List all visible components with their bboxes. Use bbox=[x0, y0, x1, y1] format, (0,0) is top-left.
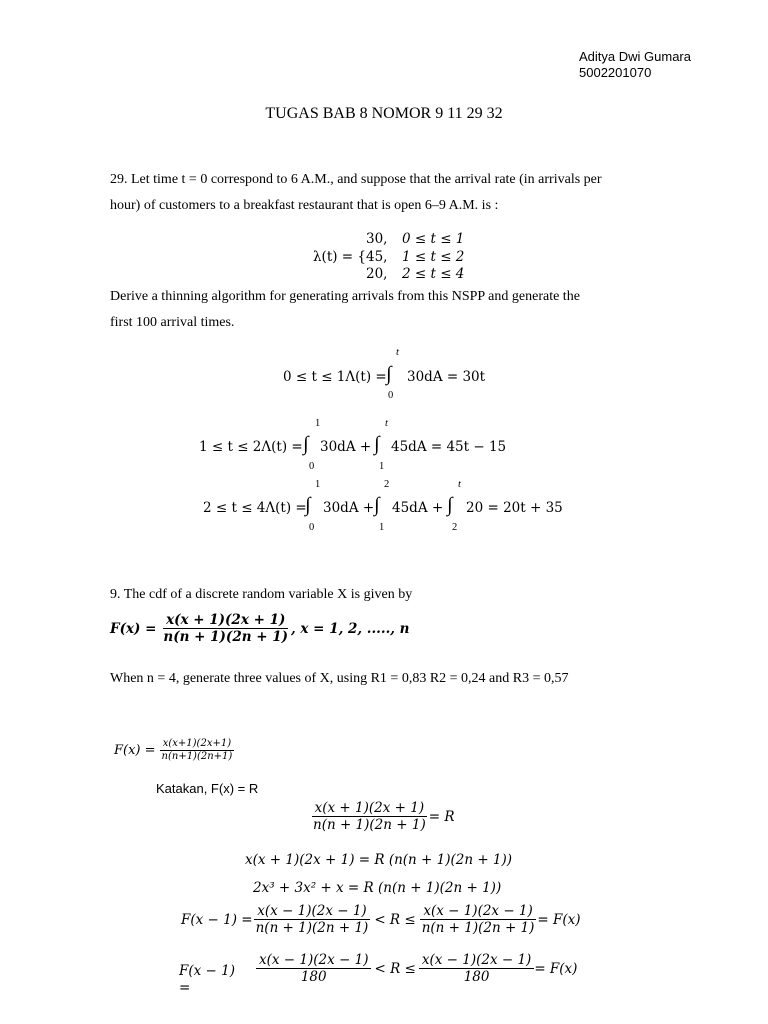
piecewise-cond-1: 0 ≤ t ≤ 1 bbox=[402, 231, 465, 247]
small-cdf-formula bbox=[114, 738, 235, 763]
katakan-line: Katakan, F(x) = R bbox=[156, 781, 259, 796]
eq3-int3-upper: t bbox=[458, 479, 461, 490]
eq-e-fraction-1 bbox=[256, 952, 371, 985]
author-name: Aditya Dwi Gumara bbox=[579, 49, 691, 64]
integral-sign: ∫ bbox=[386, 363, 392, 385]
eq-e-lhs: F(x − 1) bbox=[179, 963, 235, 979]
eq-a-fraction bbox=[310, 800, 429, 833]
eq-d-numerator-1: x(x − 1)(2x − 1) bbox=[254, 903, 369, 920]
eq-d-mid: < R ≤ bbox=[374, 911, 416, 928]
eq-d-denominator-1: n(n + 1)(2n + 1) bbox=[255, 920, 369, 937]
eq2-int1-lower: 0 bbox=[309, 461, 315, 472]
cdf-fraction bbox=[160, 612, 291, 645]
eq3-int1-upper: 1 bbox=[315, 479, 321, 490]
q29-line2: hour) of customers to a breakfast restaurant that is open 6–9 A.M. is : bbox=[110, 198, 499, 213]
cdf-tail: , x = 1, 2, ....., n bbox=[291, 620, 410, 637]
eq3-int2-body: 45dA + bbox=[392, 500, 444, 516]
eq-d-fraction-1 bbox=[253, 903, 372, 936]
page-title: TUGAS BAB 8 NOMOR 9 11 29 32 bbox=[265, 105, 503, 122]
eq1-lower: 0 bbox=[388, 390, 394, 401]
eq-d bbox=[181, 903, 581, 936]
eq-a bbox=[310, 800, 455, 833]
q29-line1: 29. Let time t = 0 correspond to 6 A.M., and suppose that the arrival rate (in arrivals per bbox=[110, 172, 602, 187]
piecewise-cond-2: 1 ≤ t ≤ 2 bbox=[402, 249, 465, 265]
eq-c: 2x³ + 3x² + x = R (n(n + 1)(2n + 1)) bbox=[253, 880, 502, 896]
eq-e-rhs: = F(x) bbox=[534, 960, 578, 977]
q9-line2: When n = 4, generate three values of X, using R1 = 0,83 R2 = 0,24 and R3 = 0,57 bbox=[110, 671, 569, 686]
eq-b: x(x + 1)(2x + 1) = R (n(n + 1)(2n + 1)) bbox=[245, 852, 513, 868]
cdf-lhs: F(x) = bbox=[110, 620, 157, 637]
integral-sign: ∫ bbox=[374, 494, 380, 516]
eq3-int3-body: 20 = 20t + 35 bbox=[466, 500, 563, 516]
cdf-denominator: n(n + 1)(2n + 1) bbox=[163, 629, 289, 646]
eq2-int2-lower: 1 bbox=[379, 461, 385, 472]
integral-sign: ∫ bbox=[303, 433, 309, 455]
eq-d-rhs: = F(x) bbox=[537, 911, 581, 928]
eq-e-mid: < R ≤ bbox=[374, 960, 416, 977]
eq-a-rhs: = R bbox=[428, 808, 455, 825]
eq3-int2-upper: 2 bbox=[384, 479, 390, 490]
author-block bbox=[579, 49, 691, 81]
eq2-int1-body: 30dA + bbox=[320, 439, 372, 455]
eq-e-denominator-1: 180 bbox=[300, 969, 327, 986]
eq-d-denominator-2: n(n + 1)(2n + 1) bbox=[421, 920, 535, 937]
eq-e-numerator-1: x(x − 1)(2x − 1) bbox=[256, 952, 371, 969]
eq3-int1-body: 30dA + bbox=[323, 500, 375, 516]
piecewise-val-2: 45, bbox=[366, 249, 388, 265]
eq-a-denominator: n(n + 1)(2n + 1) bbox=[313, 817, 426, 834]
eq-a-numerator: x(x + 1)(2x + 1) bbox=[312, 800, 427, 817]
eq-d-lhs: F(x − 1) = bbox=[181, 911, 253, 928]
small-eq-numerator: x(x+1)(2x+1) bbox=[160, 738, 234, 751]
eq3-int3-lower: 2 bbox=[452, 522, 458, 533]
integral-sign: ∫ bbox=[447, 494, 453, 516]
eq3-cond: 2 ≤ t ≤ 4Λ(t) = bbox=[203, 500, 307, 516]
piecewise-cond-3: 2 ≤ t ≤ 4 bbox=[402, 266, 465, 282]
eq-d-fraction-2 bbox=[419, 903, 538, 936]
integral-sign: ∫ bbox=[305, 494, 311, 516]
small-eq-lhs: F(x) = bbox=[114, 743, 156, 758]
eq1-upper: t bbox=[396, 347, 399, 358]
eq2-int2-body: 45dA = 45t − 15 bbox=[391, 439, 507, 455]
integral-sign: ∫ bbox=[374, 433, 380, 455]
piecewise-val-3: 20, bbox=[366, 266, 388, 282]
eq2-int2-upper: t bbox=[385, 418, 388, 429]
q9-line1: 9. The cdf of a discrete random variable X is given by bbox=[110, 587, 413, 602]
q29-line3: Derive a thinning algorithm for generating arrivals from this NSPP and generate the bbox=[110, 289, 580, 304]
q29-line4: first 100 arrival times. bbox=[110, 315, 235, 330]
cdf-numerator: x(x + 1)(2x + 1) bbox=[163, 612, 288, 629]
eq-e-fraction-2 bbox=[419, 952, 534, 985]
eq-e-denominator-2: 180 bbox=[463, 969, 490, 986]
small-eq-fraction bbox=[159, 738, 236, 763]
author-id: 5002201070 bbox=[579, 65, 652, 80]
small-eq-denominator: n(n+1)(2n+1) bbox=[161, 751, 233, 762]
eq-e-numerator-2: x(x − 1)(2x − 1) bbox=[419, 952, 534, 969]
eq1-body: 30dA = 30t bbox=[407, 369, 486, 385]
eq-e-lhs-equals: = bbox=[179, 980, 191, 996]
eq2-cond: 1 ≤ t ≤ 2Λ(t) = bbox=[199, 439, 303, 455]
eq-e bbox=[256, 952, 577, 985]
eq3-int1-lower: 0 bbox=[309, 522, 315, 533]
eq-d-numerator-2: x(x − 1)(2x − 1) bbox=[420, 903, 535, 920]
piecewise-lhs: λ(t) = { bbox=[313, 249, 366, 265]
eq1-cond: 0 ≤ t ≤ 1Λ(t) = bbox=[283, 369, 387, 385]
piecewise-val-1: 30, bbox=[366, 231, 388, 247]
cdf-formula bbox=[110, 612, 410, 645]
eq2-int1-upper: 1 bbox=[315, 418, 321, 429]
eq3-int2-lower: 1 bbox=[379, 522, 385, 533]
